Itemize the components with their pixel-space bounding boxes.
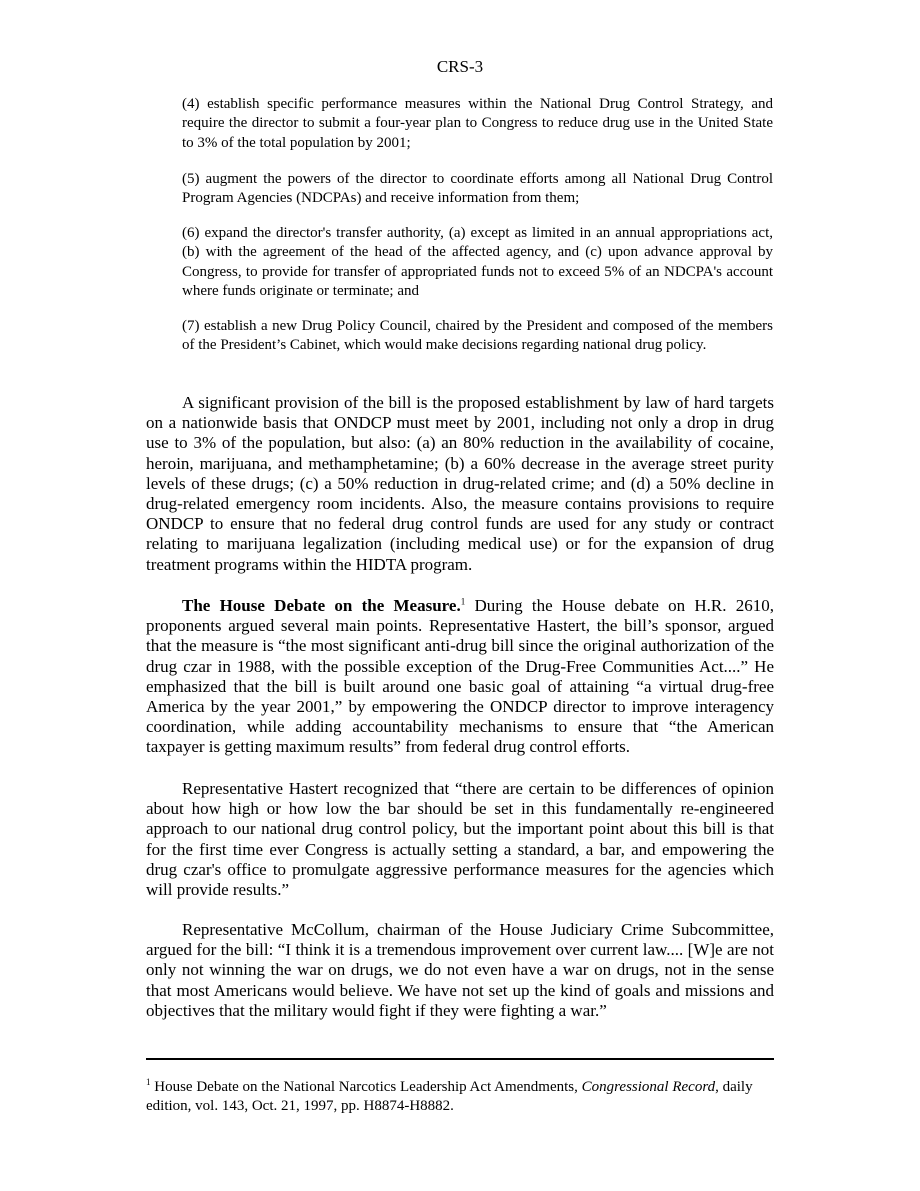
footnote-source-title: Congressional Record	[581, 1079, 716, 1095]
list-item-7	[182, 317, 773, 356]
footnote	[146, 1078, 774, 1116]
list-item-text: (5) augment the powers of the director to coordinate efforts among all National Drug Control Program Agencies (NDCPAs) and receive information from them;	[182, 171, 773, 207]
list-item-6	[182, 224, 773, 301]
list-item-4	[182, 95, 773, 153]
footnote-divider	[146, 1058, 774, 1060]
paragraph-text	[146, 596, 774, 758]
footnote-citation: , daily edition, vol. 143, Oct. 21, 1997, pp. H8874-H8882.	[146, 1079, 753, 1114]
paragraph-text: A significant provision of the bill is the proposed establishment by law of hard targets on a nationwide basis that ONDCP must meet by 2001, including not only a drop in drug use to 3% of the population, but also: (a) an 80% reduction in the availability of cocaine, heroin, marijuana, and methamphetamine; (b) a 60% decrease in the average street purity levels of these drugs; (c) a 50% reduction in drug-related crime; and (d) a 50% decline in drug-related emergency room incidents. Also, the measure contains provisions to require ONDCP to ensure that no federal drug control funds are used for any study or contract relating to marijuana legalization (including medical use) or for the expansion of drug treatment programs within the HIDTA program.	[146, 393, 774, 574]
paragraph-hard-targets	[146, 393, 774, 575]
paragraph-text: Representative Hastert recognized that “there are certain to be differences of opinion about how high or how low the bar should be set in this fundamentally re-engineered approach to our national drug control policy, but the important point about this bill is that for the first time ever Congress is actually setting a standard, a bar, and empowering the drug czar's office to promulgate aggressive performance measures for the agencies which will provide results.”	[146, 779, 774, 900]
list-item-text: (4) establish specific performance measures within the National Drug Control Strategy, and require the director to submit a four-year plan to Congress to reduce drug use in the United State to 3% of the total population by 2001;	[182, 96, 773, 151]
footnote-reference[interactable]: 1	[460, 596, 466, 607]
paragraph-text: Representative McCollum, chairman of the House Judiciary Crime Subcommittee, argued for the bill: “I think it is a tremendous improvement over current law.... [W]e are not only not winning the war on drugs, we do not even have a war on drugs, not in the sense that most Americans would believe. We have not set up the kind of goals and missions and objectives that the military would fight if they were fighting a war.”	[146, 920, 774, 1020]
list-item-text: (6) expand the director's transfer authority, (a) except as limited in an annual appropriations act, (b) with the agreement of the head of the affected agency, and (c) upon advance approval by Congress, to provide for transfer of appropriated funds not to exceed 5% of an NDCPA's account where funds originate or terminate; and	[182, 225, 773, 299]
list-item-text: (7) establish a new Drug Policy Council, chaired by the President and composed of the members of the President’s Cabinet, which would make decisions regarding national drug policy.	[182, 318, 773, 354]
page-number: CRS-3	[436, 57, 484, 76]
paragraph-hastert	[146, 779, 774, 900]
footnote-text: House Debate on the National Narcotics Leadership Act Amendments,	[150, 1079, 582, 1095]
paragraph-body: During the House debate on H.R. 2610, proponents argued several main points. Representative Hastert, the bill’s sponsor, argued that the measure is “the most significant anti-drug bill since the original authorization of the drug czar in 1988, with the possible exception of the Drug-Free Communities Act....” He emphasized that the bill is built around one basic goal of attaining “a virtual drug-free America by the year 2001,” by empowering the ONDCP director to improve interagency coordination, while adding accountability mechanisms to ensure that “the American taxpayer is getting maximum results” from federal drug control efforts.	[146, 596, 775, 757]
section-heading: The House Debate on the Measure.	[182, 596, 461, 615]
list-item-5	[182, 170, 773, 209]
footnote-number: 1	[146, 1077, 151, 1087]
paragraph-mccollum	[146, 920, 774, 1021]
paragraph-house-debate	[146, 596, 774, 758]
